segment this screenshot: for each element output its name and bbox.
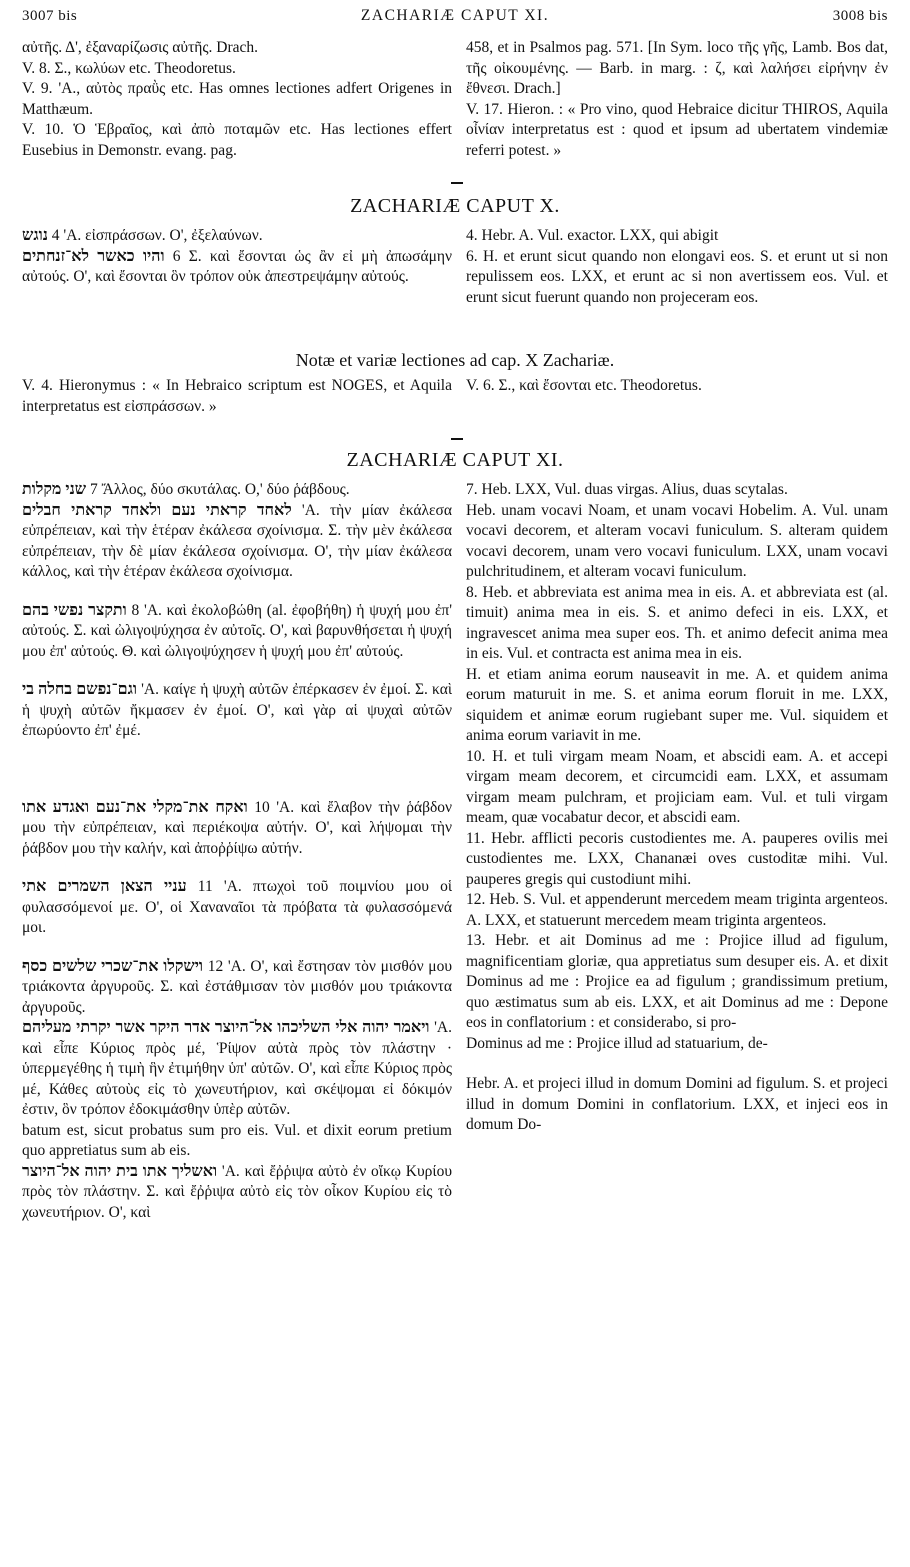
verse-entry [22,247,452,288]
section-divider [451,182,463,184]
top-notes-right [466,38,888,161]
verse-entry [22,798,452,860]
greek-text: 4 'Α. εἰσπράσσων. Ο', ἐξελαύνων. [51,227,263,244]
hebrew-lemma: שני מקלות [22,481,87,498]
chapter-x-title: ZACHARIÆ CAPUT X. [350,195,560,217]
notes-right [466,376,888,397]
note-line: V. 10. Ὁ Ἑβραῖος, καὶ ἀπὸ ποταμῶν etc. Has lectiones effert Eusebius in Demonstr. evang. pag. [22,121,452,159]
greek-text: 10 'Α. καὶ ἔλαβον τὴν ῥάβδον μου τὴν εὐπρέπειαν, καὶ περιέκοψα αὐτήν. Ο', καὶ λήψομαι τὴν ῥάβδον μου τὴν καλήν, καὶ ἀποῤῥίψω αὐτήν. [22,798,453,857]
chapter-xi-right [466,480,888,1136]
notes-title: Notæ et variæ lectiones ad cap. X Zachariæ. [295,350,615,370]
greek-text: 6 Σ. καὶ ἔσονται ὡς ἂν εἰ μὴ ἀπωσάμην αὐτούς. Ο', καὶ ἔσονται ὃν τρόπον οὐκ ἀπεστρεψάμην αὐτούς. [22,247,453,285]
latin-entry: Dominus ad me : Projice illud ad statuarium, de- [466,1034,768,1052]
hebrew-lemma: וישקלו את־שכרי שלשים כסף [22,957,204,975]
hebrew-lemma: ויאמר יהוה אלי השליכהו אל־היוצר אדר היקר אשר יקרתי מעליהם [22,1019,430,1036]
note-line: V. 6. Σ., καὶ ἔσονται etc. Theodoretus. [466,377,702,394]
note-line: αὐτῆς. Δ', ἐξαναρίζωσις αὐτῆς. Drach. [22,39,259,56]
latin-entry: Hebr. A. et projeci illud in domum Domini ad figulum. S. et projeci illud in domum Domini in conflatorium. LXX, et injeci eos in domum Do- [466,1075,888,1133]
verse-entry [22,877,452,939]
latin-entry: H. et etiam anima eorum nauseavit in me. A. et quidem anima eorum maturuit in me. S. et anima eorum floruit in me. LXX, siquidem et animæ eorum rugiebant super me. Vul. siquidem et anima eorum variavit in me. [466,665,888,744]
note-line: V. 8. Σ., κωλύων etc. Theodoretus. [22,59,236,77]
hebrew-lemma: נוגש [22,227,48,244]
hebrew-lemma: והיו כאשר לא־זנחתים [22,247,165,265]
greek-text: 7 Ἄλλος, δύο σκυτάλας. Ο,' δύο ῥάβδους. [89,481,350,498]
verse-entry [22,601,452,663]
note-line: V. 9. 'Α., αὐτὸς πραῢς etc. Has omnes lectiones adfert Origenes in Matthæum. [22,80,452,118]
latin-entry: 7. Heb. LXX, Vul. duas virgas. Alius, duas scytalas. [466,481,788,498]
greek-text: 11 'Α. πτωχοὶ τοῦ ποιμνίου μου οἱ φυλασσόμενοί με. Ο', οἱ Χαναναῖοι τὰ πρόβατα τὰ φυλασσόμενά μοι. [22,878,453,936]
page-number-right: 3008 bis [832,8,888,24]
page-number-left: 3007 bis [22,8,78,24]
chapter-xi-left [22,480,452,1223]
running-title: ZACHARIÆ CAPUT XI. [360,7,550,24]
greek-text: 8 'Α. καὶ ἐκολοβώθη (al. ἐφοβήθη) ἡ ψυχή μου ἐπ' αὐτούς. Σ. καὶ ὠλιγοψύχησα ἐν αὐτοῖς. Ο', καὶ βαρυνθήσεται ἡ ψυχή μου ἐπ' αὐτούς. Θ. καὶ ὠλιγοψύχησεν ἡ ψυχή μου ἐπ' αὐτούς. [22,601,453,660]
latin-text: batum est, sicut probatus sum pro eis. Vul. et dixit eorum pretium quo appretiatus sum ab eis. [22,1121,452,1159]
verse-entry [22,501,452,583]
verse-entry [22,1121,452,1162]
hebrew-lemma: וגם־נפשם בחלה בי [22,681,137,698]
greek-text: 'Α. καίγε ἡ ψυχὴ αὐτῶν ἐπέρκασεν ἐν ἐμοί. Σ. καὶ ἡ ψυχὴ αὐτῶν ἤκμασεν ἐν ἐμοί. Ο', καὶ γὰρ αἱ ψυχαὶ αὐτῶν ἐπωρύοντο ἐπ' ἐμέ. [22,681,452,739]
latin-entry: 12. Heb. S. Vul. et appenderunt mercedem meam triginta argenteos. A. LXX, et statuerunt mercedem meam triginta argenteos. [466,891,888,929]
verse-entry [22,480,452,501]
top-notes-left [22,38,452,161]
hebrew-lemma: עניי הצאן השמרים אתי [22,878,187,895]
hebrew-lemma: לאחד קראתי נעם ולאחד קראתי חבלים [22,501,292,519]
latin-entry: 10. H. et tuli virgam meam Noam, et abscidi eam. A. et accepi virgam meam decorem, et circumcidi eam. LXX, et assumam virgam meam pulchram, et projiciam eam. Vul. et tuli virgam meam, quæ vocabatur decor, et abscidi eam. [466,747,888,826]
notes-left [22,376,452,417]
note-line: 458, et in Psalmos pag. 571. [In Sym. loco τῆς γῆς, Lamb. Bos dat, τῆς οἰκουμένης. — Barb. in marg. : ζ, καὶ λαλήσει εἰρήνην ἐν ἔθνεσι. Drach.] [466,39,888,97]
chapter-x-left [22,226,452,288]
greek-text: 'Α. τὴν μίαν ἐκάλεσα εὐπρέπειαν, καὶ τὴν ἑτέραν ἐκάλεσα σχοίνισμα. Σ. τὴν μὲν ἐκάλεσα εὐπρέπειαν, τὴν δὲ μίαν ἐκάλεσα σχοίνισμα. Ο', τὴν μίαν ἐκάλεσα κάλλος, καὶ τὴν ἑτέραν ἐκάλεσα σχοίνισμα. [22,501,453,580]
greek-text: 'Α. καὶ ἔῤῥιψα αὐτὸ ἐν οἴκῳ Κυρίου πρὸς τὸν πλάστην. Σ. καὶ ἔῤῥιψα αὐτὸ εἰς τὸν οἶκον Κυρίου εἰς τὸ χωνευτήριον. Ο', καὶ [22,1162,452,1221]
verse-entry [22,1162,452,1224]
verse-entry [22,226,452,247]
verse-entry [22,1018,452,1121]
latin-entry: 6. H. et erunt sicut quando non elongavi eos. S. et erunt ut si non repulissem eos. LXX, et erunt ac si non avertissem eos. Vul. et erunt sicut fuerunt quando non projeceram eos. [466,247,888,306]
verse-entry [22,680,452,742]
latin-entry: 11. Hebr. afflicti pecoris custodientes me. A. pauperes ovilis mei custodientes me. LXX, Chananæi oves custoditæ mihi. Vul. pauperes gregis qui custodiunt mihi. [466,829,888,888]
latin-entry: Heb. unam vocavi Noam, et unam vocavi Hobelim. A. Vul. unam vocavi decorem, et alteram vocavi funiculum. S. alteram quidem vocavi decorem, unam vero vocavi funiculum. LXX, unam vocavi pulchritudinem, et alteram vocavi funiculum. [466,501,888,580]
section-divider [451,438,463,440]
greek-text: 'Α. καὶ εἶπε Κύριος πρὸς μέ, Ῥίψον αὐτὰ πρὸς τὸν πλάστην · ὑπερμεγέθης ἡ τιμὴ ἣν ἐτιμήθην ὑπ' αὐτῶν. Ο', καὶ εἶπε Κύριος πρὸς μέ, Κάθες αὐτοὺς εἰς τὸ χωνευτήριον, καὶ σκέψομαι εἰ δόκιμόν ἐστιν, ὃν τρόπον ἐδοκιμάσθην ὑπὲρ αὐτῶν. [22,1019,452,1118]
note-line: V. 4. Hieronymus : « In Hebraico scriptum est NOGES, et Aquila interpretatus est εἰσπράσσων. » [22,377,452,415]
note-line: V. 17. Hieron. : « Pro vino, quod Hebraice dicitur THIROS, Aquila οἶνίαν interpretatus est : quod et ipsum ad ubertatem vindemiæ referri potest. » [466,100,888,159]
verse-entry [22,957,452,1019]
hebrew-lemma: ותקצר נפשי בהם [22,601,127,619]
chapter-x-right [466,226,888,308]
latin-entry: 13. Hebr. et ait Dominus ad me : Projice illud ad figulum, magnificentiam gloriæ, qua appretiatus sum desuper eis. A. et dixit Dominus ad me : Projice ea ad figulum ; grandissimum pretium, quo æstimatus sum ab eis. LXX, et ait Dominus ad me : Depone eos in conflatorium : et considerabo, si pro- [466,932,888,1031]
hebrew-lemma: ואשליך אתו בית יהוה אל־היוצר [22,1162,218,1180]
hebrew-lemma: ואקח את־מקלי את־נעם ואגדע אתו [22,798,248,816]
chapter-xi-title: ZACHARIÆ CAPUT XI. [346,449,564,471]
greek-text: 12 'Α. Ο', καὶ ἔστησαν τὸν μισθόν μου τριάκοντα ἀργυροῦς. Σ. καὶ ἐστάθμισαν τὸν μισθόν μου τριάκοντα ἀργυροῦς. [22,957,452,1016]
latin-entry: 4. Hebr. A. Vul. exactor. LXX, qui abigit [466,227,719,244]
latin-entry: 8. Heb. et abbreviata est anima mea in eis. A. et abbreviata est (al. timuit) anima mea in eis. S. et animo defeci in eis. LXX, et ingravescet anima mea super eos. Th. et animo defecit anima mea in eis. Vul. et contracta est anima mea in eis. [466,583,888,662]
